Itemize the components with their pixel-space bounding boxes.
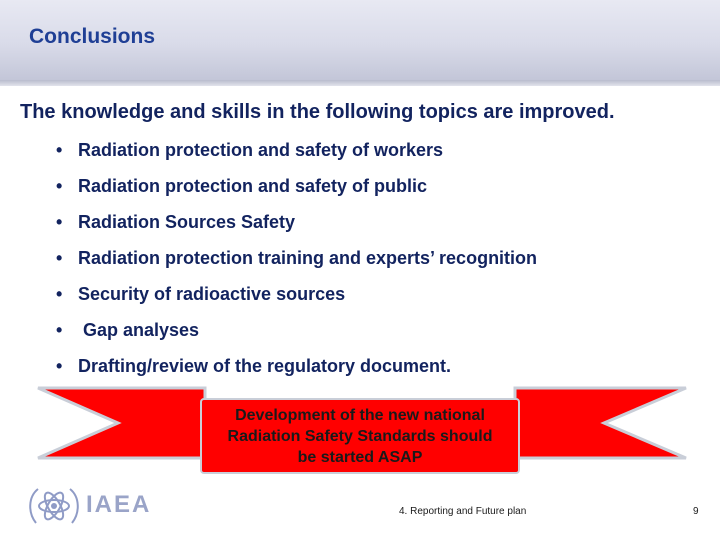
callout-line: Radiation Safety Standards should [227,427,493,445]
iaea-logo-text: IAEA [86,491,152,518]
topic-label: Security of radioactive sources [78,284,346,304]
bullet-icon: • [56,248,63,268]
bullet-icon: • [56,212,63,232]
list-item [56,246,537,282]
topic-label: Drafting/review of the regulatory document. [78,356,452,376]
ribbon-left-tail [38,388,205,458]
iaea-emblem-icon [26,483,82,529]
header-divider [0,80,720,86]
list-item [56,282,537,318]
bullet-icon: • [56,320,63,340]
topic-label: Radiation protection and safety of workers [78,140,444,160]
bullet-icon: • [56,356,63,376]
callout-line: Development of the new national [235,406,485,424]
topic-list [56,138,537,390]
topic-label: Radiation protection and safety of public [78,176,428,196]
topic-label: Gap analyses [78,320,200,340]
slide-title: Conclusions [29,25,156,48]
topic-label: Radiation protection training and experts’ recognition [78,248,538,268]
list-item [56,138,537,174]
page-number: 9 [693,506,699,517]
ribbon-right-tail [515,388,686,458]
bullet-icon: • [56,176,63,196]
callout-banner [200,398,520,474]
list-item [56,318,537,354]
topic-label: Radiation Sources Safety [78,212,296,232]
bullet-icon: • [56,140,63,160]
list-item [56,174,537,210]
callout-line: be started ASAP [297,448,423,466]
list-item [56,210,537,246]
intro-text: The knowledge and skills in the following topics are improved. [20,101,615,123]
footer-section-label: 4. Reporting and Future plan [399,506,527,517]
bullet-icon: • [56,284,63,304]
